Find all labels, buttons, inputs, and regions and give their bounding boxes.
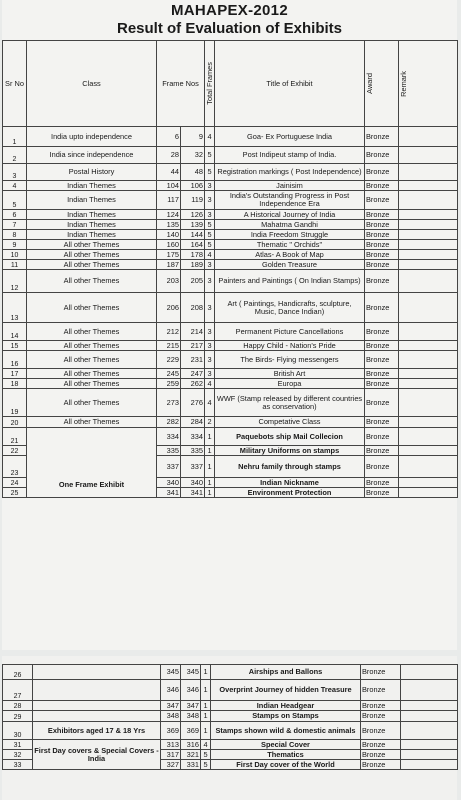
exhibit-title: First Day cover of the World: [211, 760, 361, 770]
sr-number: 33: [3, 760, 33, 770]
table-row: [3, 323, 458, 341]
exhibit-title: Mahatma Gandhi: [215, 220, 365, 230]
award: Bronze: [365, 220, 399, 230]
frame-start: 273: [157, 389, 181, 417]
remark: [399, 191, 458, 210]
sr-number: 19: [3, 389, 27, 417]
sr-number: 30: [3, 722, 33, 740]
table-row: [3, 147, 458, 164]
total-frames: 1: [205, 446, 215, 456]
total-frames: 5: [205, 240, 215, 250]
remark: [399, 293, 458, 323]
frame-start: 117: [157, 191, 181, 210]
sr-number: 32: [3, 750, 33, 760]
remark: [399, 417, 458, 428]
total-frames: 3: [205, 270, 215, 293]
table-row: [3, 270, 458, 293]
table-row: [3, 181, 458, 191]
class-name: Postal History: [27, 164, 157, 181]
table-row: [3, 230, 458, 240]
exhibit-title: Painters and Paintings ( On Indian Stamps): [215, 270, 365, 293]
frame-start: 348: [161, 711, 181, 722]
frame-start: 345: [161, 665, 181, 680]
col-class: Class: [27, 41, 157, 127]
frame-end: 341: [181, 488, 205, 498]
table-row: [3, 389, 458, 417]
total-frames: 3: [205, 191, 215, 210]
frame-end: 348: [181, 711, 201, 722]
total-frames: 3: [205, 323, 215, 341]
class-name: [33, 665, 161, 680]
remark: [401, 722, 458, 740]
total-frames: 1: [205, 478, 215, 488]
award: Bronze: [365, 293, 399, 323]
award: Bronze: [365, 488, 399, 498]
award: Bronze: [365, 389, 399, 417]
award: Bronze: [365, 270, 399, 293]
event-title: MAHAPEX-2012: [171, 2, 288, 19]
remark: [401, 711, 458, 722]
sr-number: 16: [3, 351, 27, 369]
frame-end: 369: [181, 722, 201, 740]
remark: [401, 680, 458, 701]
sr-number: 31: [3, 740, 33, 750]
class-name: One Frame Exhibit: [27, 428, 157, 498]
exhibit-title: Special Cover: [211, 740, 361, 750]
remark: [399, 428, 458, 446]
frame-start: 313: [161, 740, 181, 750]
frame-start: 334: [157, 428, 181, 446]
award: Bronze: [365, 351, 399, 369]
total-frames: 3: [205, 293, 215, 323]
sr-number: 15: [3, 341, 27, 351]
sr-number: 3: [3, 164, 27, 181]
remark: [399, 446, 458, 456]
remark: [401, 665, 458, 680]
total-frames: 5: [201, 760, 211, 770]
total-frames: 1: [201, 680, 211, 701]
frame-start: 215: [157, 341, 181, 351]
award: Bronze: [361, 740, 401, 750]
remark: [399, 341, 458, 351]
sr-number: 26: [3, 665, 33, 680]
exhibit-title: Indian Headgear: [211, 701, 361, 711]
header-row: [3, 41, 458, 127]
total-frames: 1: [201, 665, 211, 680]
remark: [399, 478, 458, 488]
table-row: [3, 220, 458, 230]
class-name: First Day covers & Special Covers - India: [33, 740, 161, 770]
class-name: Indian Themes: [27, 181, 157, 191]
remark: [399, 127, 458, 147]
frame-end: 231: [181, 351, 205, 369]
exhibit-title: Post Indipeut stamp of India.: [215, 147, 365, 164]
class-name: All other Themes: [27, 341, 157, 351]
frame-end: 284: [181, 417, 205, 428]
sr-number: 1: [3, 127, 27, 147]
exhibit-title: India's Outstanding Progress in Post Independence Era: [215, 191, 365, 210]
class-name: All other Themes: [27, 240, 157, 250]
exhibit-title: The Birds- Flying messengers: [215, 351, 365, 369]
frame-end: 262: [181, 379, 205, 389]
award: Bronze: [365, 456, 399, 478]
sr-number: 22: [3, 446, 27, 456]
remark: [399, 210, 458, 220]
sr-number: 7: [3, 220, 27, 230]
frame-start: 337: [157, 456, 181, 478]
total-frames: 3: [205, 181, 215, 191]
table-row: [3, 293, 458, 323]
results-table-continued: [2, 664, 458, 770]
table-row: [3, 341, 458, 351]
total-frames: 1: [205, 488, 215, 498]
total-frames: 1: [205, 428, 215, 446]
frame-start: 369: [161, 722, 181, 740]
remark: [399, 220, 458, 230]
frame-end: 214: [181, 323, 205, 341]
frame-start: 206: [157, 293, 181, 323]
sr-number: 11: [3, 260, 27, 270]
exhibit-title: Permanent Picture Cancellations: [215, 323, 365, 341]
award: Bronze: [365, 446, 399, 456]
class-name: All other Themes: [27, 270, 157, 293]
exhibit-title: Overprint Journey of hidden Treasure: [211, 680, 361, 701]
frame-start: 341: [157, 488, 181, 498]
frame-end: 32: [181, 147, 205, 164]
results-subtitle: Result of Evaluation of Exhibits: [116, 20, 343, 37]
remark: [399, 147, 458, 164]
total-frames: 4: [205, 389, 215, 417]
class-name: All other Themes: [27, 369, 157, 379]
award: Bronze: [365, 181, 399, 191]
remark: [399, 323, 458, 341]
exhibit-title: Goa- Ex Portuguese India: [215, 127, 365, 147]
class-name: Indian Themes: [27, 210, 157, 220]
class-name: All other Themes: [27, 351, 157, 369]
exhibit-title: Paquebots ship Mail Collecion: [215, 428, 365, 446]
total-frames: 4: [201, 740, 211, 750]
frame-end: 217: [181, 341, 205, 351]
frame-end: 9: [181, 127, 205, 147]
sr-number: 10: [3, 250, 27, 260]
table-row: [3, 164, 458, 181]
frame-start: 259: [157, 379, 181, 389]
exhibit-title: Competative Class: [215, 417, 365, 428]
exhibit-title: Airships and Ballons: [211, 665, 361, 680]
sr-number: 8: [3, 230, 27, 240]
total-frames: 2: [205, 417, 215, 428]
class-name: All other Themes: [27, 293, 157, 323]
exhibit-title: Military Uniforms on stamps: [215, 446, 365, 456]
frame-start: 229: [157, 351, 181, 369]
exhibit-title: Thematic " Orchids": [215, 240, 365, 250]
col-sr: Sr No: [3, 41, 27, 127]
total-frames: 3: [205, 341, 215, 351]
frame-end: 205: [181, 270, 205, 293]
exhibit-title: A Historical Journey of India: [215, 210, 365, 220]
award: Bronze: [361, 750, 401, 760]
exhibit-title: WWF (Stamp released by different countries as conservation): [215, 389, 365, 417]
frame-end: 126: [181, 210, 205, 220]
remark: [399, 456, 458, 478]
table-row: [3, 417, 458, 428]
remark: [399, 389, 458, 417]
sr-number: 13: [3, 293, 27, 323]
frame-start: 28: [157, 147, 181, 164]
table-row: [3, 680, 458, 701]
award: Bronze: [365, 428, 399, 446]
total-frames: 1: [201, 711, 211, 722]
award: Bronze: [365, 250, 399, 260]
sr-number: 5: [3, 191, 27, 210]
table-row: [3, 210, 458, 220]
total-frames: 3: [205, 351, 215, 369]
sr-number: 12: [3, 270, 27, 293]
award: Bronze: [365, 379, 399, 389]
table-row: [3, 191, 458, 210]
award: Bronze: [365, 147, 399, 164]
frame-end: 316: [181, 740, 201, 750]
frame-end: 208: [181, 293, 205, 323]
award: Bronze: [361, 701, 401, 711]
award: Bronze: [365, 417, 399, 428]
exhibit-title: Art ( Paintings, Handicrafts, sculpture, Music, Dance Indian): [215, 293, 365, 323]
frame-end: 340: [181, 478, 205, 488]
frame-end: 189: [181, 260, 205, 270]
sr-number: 2: [3, 147, 27, 164]
results-page: [2, 0, 457, 650]
class-name: All other Themes: [27, 417, 157, 428]
frame-start: 203: [157, 270, 181, 293]
total-frames: 5: [205, 164, 215, 181]
sr-number: 14: [3, 323, 27, 341]
award: Bronze: [365, 127, 399, 147]
class-name: Indian Themes: [27, 191, 157, 210]
award: Bronze: [365, 210, 399, 220]
frame-end: 119: [181, 191, 205, 210]
class-name: All other Themes: [27, 260, 157, 270]
sr-number: 6: [3, 210, 27, 220]
award: Bronze: [361, 665, 401, 680]
exhibit-title: Indian Nickname: [215, 478, 365, 488]
exhibit-title: Thematics: [211, 750, 361, 760]
table-row: [3, 369, 458, 379]
col-title: Title of Exhibit: [215, 41, 365, 127]
total-frames: 5: [205, 220, 215, 230]
class-name: India upto independence: [27, 127, 157, 147]
award: Bronze: [365, 478, 399, 488]
class-name: All other Themes: [27, 379, 157, 389]
remark: [399, 270, 458, 293]
remark: [401, 750, 458, 760]
award: Bronze: [365, 323, 399, 341]
award: Bronze: [361, 760, 401, 770]
remark: [399, 369, 458, 379]
exhibit-title: Environment Protection: [215, 488, 365, 498]
col-total: Total Frames: [205, 41, 215, 127]
exhibit-title: Stamps on Stamps: [211, 711, 361, 722]
frame-end: 331: [181, 760, 201, 770]
remark: [399, 250, 458, 260]
award: Bronze: [365, 164, 399, 181]
remark: [399, 351, 458, 369]
class-name: Indian Themes: [27, 230, 157, 240]
remark: [399, 230, 458, 240]
table-row: [3, 351, 458, 369]
frame-start: 245: [157, 369, 181, 379]
frame-start: 327: [161, 760, 181, 770]
exhibit-title: Registration markings ( Post Independence): [215, 164, 365, 181]
frame-start: 335: [157, 446, 181, 456]
award: Bronze: [361, 711, 401, 722]
table-row: [3, 250, 458, 260]
sr-number: 27: [3, 680, 33, 701]
total-frames: 1: [205, 456, 215, 478]
frame-end: 164: [181, 240, 205, 250]
sr-number: 17: [3, 369, 27, 379]
frame-end: 139: [181, 220, 205, 230]
frame-end: 335: [181, 446, 205, 456]
frame-start: 140: [157, 230, 181, 240]
frame-end: 347: [181, 701, 201, 711]
exhibit-title: Jainisim: [215, 181, 365, 191]
table-row: [3, 379, 458, 389]
award: Bronze: [361, 680, 401, 701]
frame-start: 175: [157, 250, 181, 260]
exhibit-title: Nehru family through stamps: [215, 456, 365, 478]
class-name: All other Themes: [27, 389, 157, 417]
remark: [401, 740, 458, 750]
frame-end: 276: [181, 389, 205, 417]
col-remark: Remark: [399, 41, 458, 127]
exhibit-title: Golden Treasure: [215, 260, 365, 270]
frame-start: 6: [157, 127, 181, 147]
table-row: [3, 428, 458, 446]
total-frames: 4: [205, 127, 215, 147]
total-frames: 3: [205, 369, 215, 379]
sr-number: 18: [3, 379, 27, 389]
table-row: [3, 701, 458, 711]
class-name: Exhibitors aged 17 & 18 Yrs: [33, 722, 161, 740]
sr-number: 29: [3, 711, 33, 722]
class-name: Indian Themes: [27, 220, 157, 230]
frame-end: 345: [181, 665, 201, 680]
total-frames: 5: [201, 750, 211, 760]
award: Bronze: [365, 230, 399, 240]
sr-number: 4: [3, 181, 27, 191]
sr-number: 9: [3, 240, 27, 250]
total-frames: 3: [205, 210, 215, 220]
class-name: All other Themes: [27, 323, 157, 341]
table-row: [3, 260, 458, 270]
remark: [399, 379, 458, 389]
remark: [399, 488, 458, 498]
sr-number: 21: [3, 428, 27, 446]
table-row: [3, 740, 458, 750]
frame-end: 144: [181, 230, 205, 240]
exhibit-title: Europa: [215, 379, 365, 389]
exhibit-title: Stamps shown wild & domestic animals: [211, 722, 361, 740]
frame-end: 178: [181, 250, 205, 260]
table-row: [3, 722, 458, 740]
total-frames: 5: [205, 230, 215, 240]
total-frames: 4: [205, 250, 215, 260]
sr-number: 25: [3, 488, 27, 498]
exhibit-title: Atlas- A Book of Map: [215, 250, 365, 260]
frame-start: 104: [157, 181, 181, 191]
frame-start: 187: [157, 260, 181, 270]
award: Bronze: [365, 191, 399, 210]
frame-start: 282: [157, 417, 181, 428]
frame-end: 334: [181, 428, 205, 446]
sr-number: 24: [3, 478, 27, 488]
sr-number: 20: [3, 417, 27, 428]
frame-start: 135: [157, 220, 181, 230]
class-name: All other Themes: [27, 250, 157, 260]
frame-start: 346: [161, 680, 181, 701]
col-award: Award: [365, 41, 399, 127]
remark: [399, 164, 458, 181]
frame-end: 337: [181, 456, 205, 478]
sr-number: 28: [3, 701, 33, 711]
table-row: [3, 240, 458, 250]
class-name: [33, 680, 161, 701]
results-table: [2, 40, 458, 498]
award: Bronze: [365, 369, 399, 379]
class-name: [33, 711, 161, 722]
frame-start: 317: [161, 750, 181, 760]
frame-end: 106: [181, 181, 205, 191]
remark: [401, 701, 458, 711]
frame-end: 321: [181, 750, 201, 760]
frame-start: 340: [157, 478, 181, 488]
exhibit-title: Happy Child - Nation's Pride: [215, 341, 365, 351]
remark: [399, 181, 458, 191]
total-frames: 1: [201, 722, 211, 740]
award: Bronze: [361, 722, 401, 740]
award: Bronze: [365, 341, 399, 351]
total-frames: 5: [205, 147, 215, 164]
exhibit-title: British Art: [215, 369, 365, 379]
table-row: [3, 711, 458, 722]
frame-start: 212: [157, 323, 181, 341]
frame-start: 124: [157, 210, 181, 220]
frame-end: 247: [181, 369, 205, 379]
col-frames: Frame Nos: [157, 41, 205, 127]
remark: [401, 760, 458, 770]
frame-start: 160: [157, 240, 181, 250]
table-row: [3, 127, 458, 147]
results-page-continued: [2, 656, 457, 800]
total-frames: 3: [205, 260, 215, 270]
exhibit-title: India Freedom Struggle: [215, 230, 365, 240]
frame-end: 48: [181, 164, 205, 181]
frame-start: 347: [161, 701, 181, 711]
sr-number: 23: [3, 456, 27, 478]
remark: [399, 240, 458, 250]
total-frames: 4: [205, 379, 215, 389]
award: Bronze: [365, 240, 399, 250]
remark: [399, 260, 458, 270]
class-name: [33, 701, 161, 711]
frame-end: 346: [181, 680, 201, 701]
class-name: India since independence: [27, 147, 157, 164]
table-row: [3, 665, 458, 680]
frame-start: 44: [157, 164, 181, 181]
award: Bronze: [365, 260, 399, 270]
total-frames: 1: [201, 701, 211, 711]
